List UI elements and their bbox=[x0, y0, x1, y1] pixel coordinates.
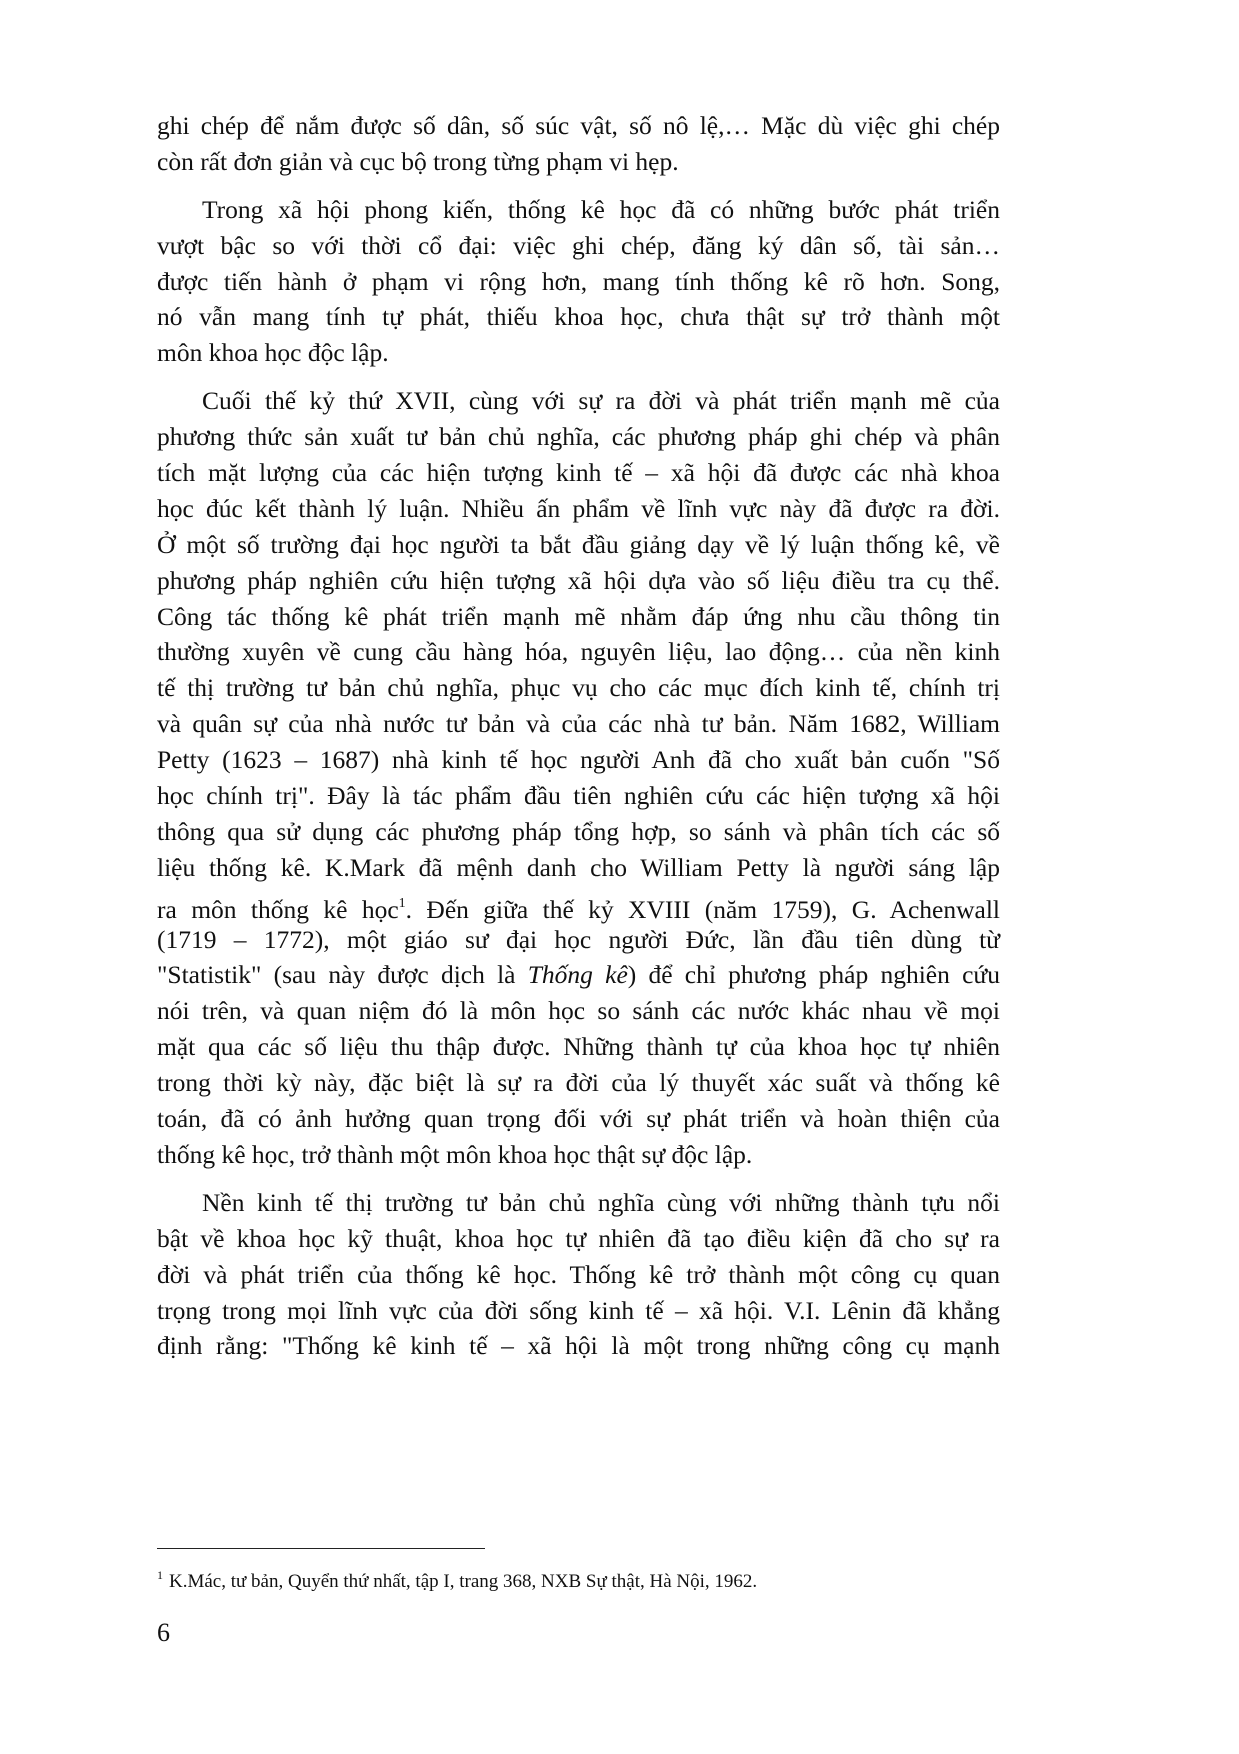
text-line: Nền kinh tế thị trường tư bản chủ nghĩa cùng với những thành tựu nổi bbox=[202, 1187, 1000, 1217]
text-line: bật về khoa học kỹ thuật, khoa học tự nhiên đã tạo điều kiện đã cho sự ra bbox=[157, 1223, 1000, 1253]
text-line: đời và phát triển của thống kê học. Thống kê trở thành một công cụ quan bbox=[157, 1259, 1000, 1289]
text-line: tế thị trường tư bản chủ nghĩa, phục vụ cho các mục đích kinh tế, chính trị bbox=[157, 673, 1000, 703]
text-line: và quân sự của nhà nước tư bản và của các nhà tư bản. Năm 1682, William bbox=[157, 709, 1000, 739]
footnote-marker: 1 bbox=[157, 1568, 163, 1582]
text-line: còn rất đơn giản và cục bộ trong từng phạm vi hẹp. bbox=[157, 146, 679, 176]
body-text bbox=[157, 108, 1000, 1376]
footnote-divider bbox=[157, 1548, 485, 1549]
text-line: vượt bậc so với thời cổ đại: việc ghi chép, đăng ký dân số, tài sản… bbox=[157, 230, 1000, 260]
text-line: (1719 – 1772), một giáo sư đại học người Đức, lần đầu tiên dùng từ bbox=[157, 924, 1000, 954]
text-line: toán, đã có ảnh hưởng quan trọng đối với sự phát triển và hoàn thiện của bbox=[157, 1104, 1000, 1134]
text-line: mặt qua các số liệu thu thập được. Những thành tự của khoa học tự nhiên bbox=[157, 1032, 1000, 1062]
text-line: nói trên, và quan niệm đó là môn học so sánh các nước khác nhau về mọi bbox=[157, 996, 1000, 1026]
text-line: Trong xã hội phong kiến, thống kê học đã có những bước phát triển bbox=[202, 194, 1000, 224]
text-line: phương thức sản xuất tư bản chủ nghĩa, các phương pháp ghi chép và phân bbox=[157, 422, 1000, 452]
text-line: học chính trị". Đây là tác phẩm đầu tiên nghiên cứu các hiện tượng xã hội bbox=[157, 781, 1000, 811]
text-run: ra môn thống kê học bbox=[157, 894, 399, 924]
text-line: học đúc kết thành lý luận. Nhiều ấn phẩm về lĩnh vực này đã được ra đời. bbox=[157, 493, 1000, 523]
text-line: Ở một số trường đại học người ta bắt đầu giảng dạy về lý luận thống kê, về bbox=[157, 529, 1000, 559]
text-line: liệu thống kê. K.Mark đã mệnh danh cho William Petty là người sáng lập bbox=[157, 852, 1000, 882]
text-line: Petty (1623 – 1687) nhà kinh tế học người Anh đã cho xuất bản cuốn "Số bbox=[157, 745, 1000, 775]
page-number: 6 bbox=[157, 1618, 170, 1647]
text-line: thường xuyên về cung cầu hàng hóa, nguyên liệu, lao động… của nền kinh bbox=[157, 637, 1000, 667]
text-line: thống kê học, trở thành một môn khoa học thật sự độc lập. bbox=[157, 1139, 753, 1169]
italic-term: Thống kê bbox=[527, 960, 628, 990]
text-line bbox=[157, 957, 1000, 993]
text-run: "Statistik" (sau này được dịch là bbox=[157, 960, 528, 990]
text-run: . Đến giữa thế kỷ XVIII (năm 1759), G. Achenwall bbox=[405, 894, 1000, 924]
text-line: trong thời kỳ này, đặc biệt là sự ra đời của lý thuyết xác suất và thống kê bbox=[157, 1068, 1000, 1098]
text-line: tích mặt lượng của các hiện tượng kinh tế – xã hội đã được các nhà khoa bbox=[157, 458, 1000, 488]
paragraph bbox=[157, 383, 1000, 1173]
footnote-reference[interactable]: 1 bbox=[398, 895, 406, 911]
text-line: được tiến hành ở phạm vi rộng hơn, mang tính thống kê rõ hơn. Song, bbox=[157, 266, 1000, 296]
text-line bbox=[157, 886, 1000, 922]
text-line: ghi chép để nắm được số dân, số súc vật, số nô lệ,… Mặc dù việc ghi chép bbox=[157, 111, 1000, 140]
text-line: nó vẫn mang tính tự phát, thiếu khoa học, chưa thật sự trở thành một bbox=[157, 302, 1000, 332]
paragraph bbox=[157, 108, 1000, 180]
paragraph bbox=[157, 192, 1000, 371]
text-line: phương pháp nghiên cứu hiện tượng xã hội dựa vào số liệu điều tra cụ thể. bbox=[157, 565, 1000, 595]
footnote bbox=[157, 1562, 1057, 1595]
text-line: định rằng: "Thống kê kinh tế – xã hội là một trong những công cụ mạnh bbox=[157, 1331, 1000, 1361]
text-line: Cuối thế kỷ thứ XVII, cùng với sự ra đời và phát triển mạnh mẽ của bbox=[202, 386, 1000, 416]
text-line: môn khoa học độc lập. bbox=[157, 338, 389, 368]
footnote-text: K.Mác, tư bản, Quyển thứ nhất, tập I, trang 368, NXB Sự thật, Hà Nội, 1962. bbox=[169, 1571, 758, 1592]
text-line: Công tác thống kê phát triển mạnh mẽ nhằm đáp ứng nhu cầu thông tin bbox=[157, 601, 1000, 631]
paragraph bbox=[157, 1185, 1000, 1364]
text-run: ) để chỉ phương pháp nghiên cứu bbox=[627, 960, 1000, 990]
text-line: trọng trong mọi lĩnh vực của đời sống kinh tế – xã hội. V.I. Lênin đã khẳng bbox=[157, 1295, 1000, 1325]
text-line: thông qua sử dụng các phương pháp tổng hợp, so sánh và phân tích các số bbox=[157, 816, 1000, 846]
